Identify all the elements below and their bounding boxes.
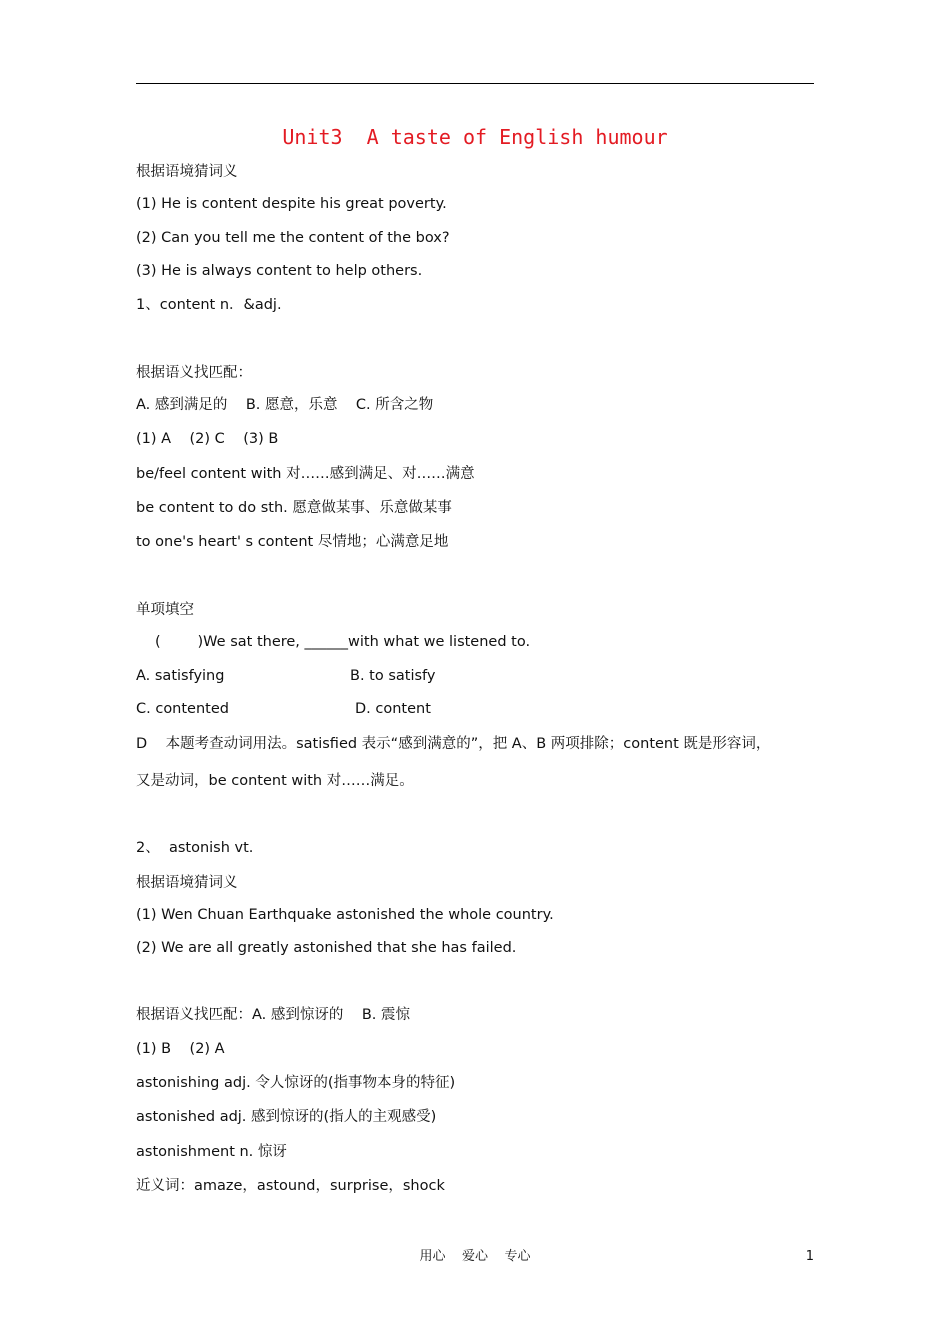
choice-option-c: C. contented <box>136 701 229 717</box>
answer-key: (1) B (2) A <box>136 1041 225 1057</box>
heading-single-choice: 单项填空 <box>136 602 194 618</box>
word-definition: astonished adj. 感到惊讶的(指人的主观感受) <box>136 1109 437 1125</box>
choice-option-b: B. to satisfy <box>350 668 436 684</box>
page-number: 1 <box>805 1249 814 1264</box>
example-sentence: (1) He is content despite his great poverty. <box>136 196 447 212</box>
choice-option-d: D. content <box>355 701 431 717</box>
meaning-options: A. 感到满足的 B. 愿意，乐意 C. 所含之物 <box>136 397 434 413</box>
example-sentence: (2) Can you tell me the content of the box? <box>136 230 450 246</box>
heading-guess-meaning: 根据语境猜词义 <box>136 164 238 180</box>
heading-match-meaning: 根据语义找匹配： <box>136 365 252 381</box>
word-definition: astonishment n. 惊讶 <box>136 1144 287 1160</box>
example-sentence: (3) He is always content to help others. <box>136 263 423 279</box>
answer-explanation: 又是动词，be content with 对……满足。 <box>136 773 414 789</box>
choice-option-a: A. satisfying <box>136 668 225 684</box>
phrase-usage: be/feel content with 对……感到满足、对……满意 <box>136 466 475 482</box>
heading-guess-meaning: 根据语境猜词义 <box>136 875 238 891</box>
vocab-word: 1、content n．&adj. <box>136 297 282 313</box>
example-sentence: (2) We are all greatly astonished that she has failed. <box>136 940 517 956</box>
phrase-usage: to one's heart' s content 尽情地；心满意足地 <box>136 534 449 550</box>
footer-motto: 用心 爱心 专心 <box>419 1249 531 1264</box>
answer-key: (1) A (2) C (3) B <box>136 431 279 447</box>
header-rule <box>136 83 814 84</box>
document-title: Unit3 A taste of English humour <box>282 125 668 149</box>
phrase-usage: be content to do sth. 愿意做某事、乐意做某事 <box>136 500 452 516</box>
example-sentence: (1) Wen Chuan Earthquake astonished the whole country. <box>136 907 554 923</box>
synonyms-line: 近义词：amaze，astound，surprise，shock <box>136 1178 445 1194</box>
word-definition: astonishing adj. 令人惊讶的(指事物本身的特征) <box>136 1075 456 1091</box>
vocab-word: 2、 astonish vt. <box>136 840 254 856</box>
answer-explanation: D 本题考查动词用法。satisfied 表示“感到满意的”，把 A、B 两项排除；content 既是形容词， <box>136 736 771 752</box>
exercise-question: ( )We sat there, ______with what we listened to. <box>155 634 531 650</box>
heading-match-meaning: 根据语义找匹配：A. 感到惊讶的 B. 震惊 <box>136 1007 410 1023</box>
